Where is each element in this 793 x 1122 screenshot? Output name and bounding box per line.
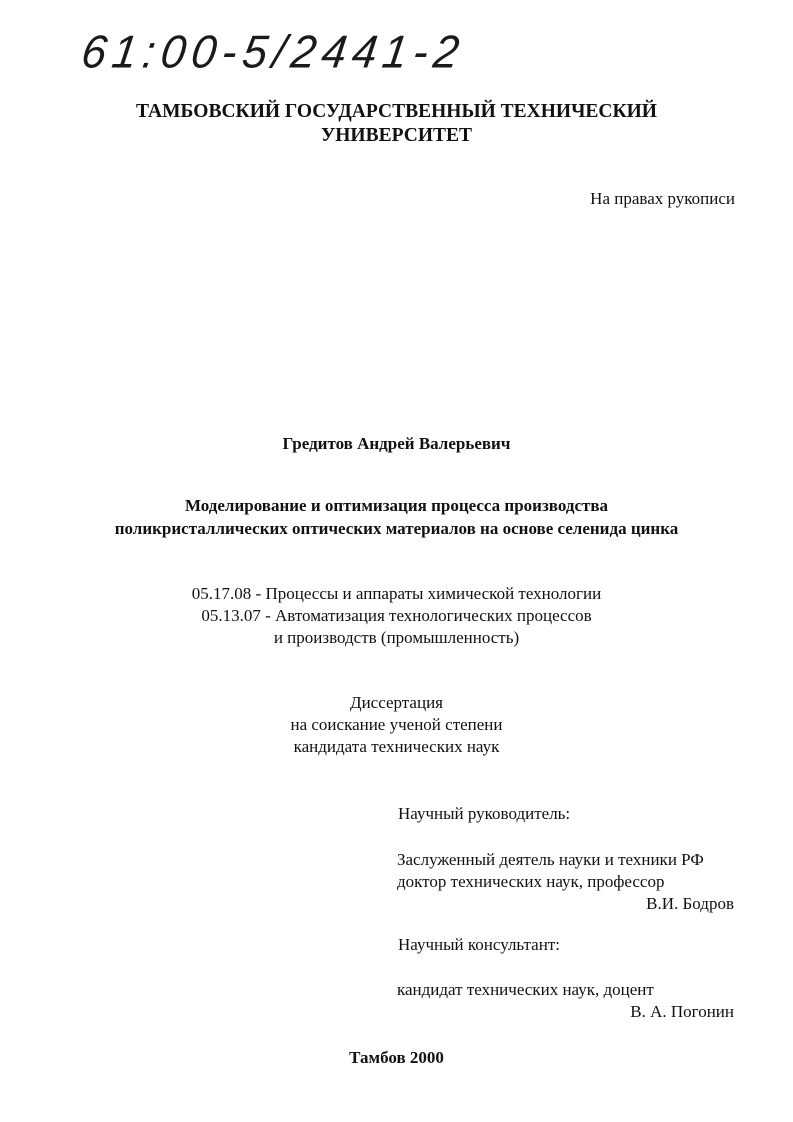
supervisor-title2: доктор технических наук, профессор [397, 872, 665, 891]
dissertation-title-line1: Моделирование и оптимизация процесса производства [184, 496, 609, 515]
rights-note: На правах рукописи [590, 189, 735, 208]
supervisor-name: В.И. Бодров [646, 894, 734, 913]
archive-mark-handwritten: 61:00-5/2441-2 [78, 26, 469, 79]
specialty-line1: 05.17.08 - Процессы и аппараты химической технологии [191, 584, 602, 603]
consultant-title: кандидат технических наук, доцент [397, 980, 654, 999]
supervisor-label: Научный руководитель: [398, 804, 571, 823]
university-name-line1: ТАМБОВСКИЙ ГОСУДАРСТВЕННЫЙ ТЕХНИЧЕСКИЙ [136, 101, 657, 122]
city-year: Тамбов 2000 [349, 1048, 444, 1067]
author-name: Гредитов Андрей Валерьевич [282, 434, 511, 453]
consultant-label: Научный консультант: [398, 935, 560, 954]
specialty-line3: и производств (промышленность) [273, 628, 520, 647]
supervisor-title1: Заслуженный деятель науки и техники РФ [397, 850, 704, 869]
degree-line1: Диссертация [349, 693, 443, 712]
dissertation-title-line2: поликристаллических оптических материалов на основе селенида цинка [114, 519, 679, 538]
degree-line2: на соискание ученой степени [290, 715, 503, 734]
consultant-name: В. А. Погонин [630, 1002, 734, 1021]
specialty-line2: 05.13.07 - Автоматизация технологических процессов [201, 606, 592, 625]
degree-line3: кандидата технических наук [293, 737, 500, 756]
university-name-line2: УНИВЕРСИТЕТ [320, 125, 473, 146]
